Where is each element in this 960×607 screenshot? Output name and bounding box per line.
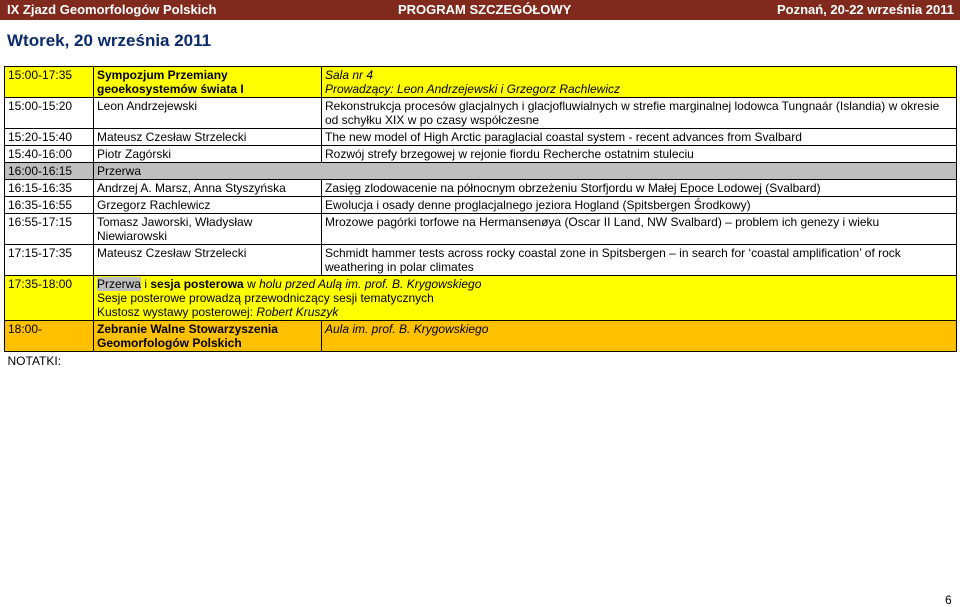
curator-label: Kustosz wystawy posterowej: — [97, 305, 257, 319]
author-cell: Grzegorz Rachlewicz — [94, 197, 322, 214]
schedule-table — [4, 66, 957, 369]
author-cell: Leon Andrzejewski — [94, 98, 322, 129]
title-cell: Schmidt hammer tests across rocky coastal zone in Spitsbergen – in search for ‘coastal amplification’ of rock weathering in polar climates — [322, 245, 957, 276]
poster-session-label: sesja posterowa — [150, 277, 244, 291]
poster-line-2: Sesje posterowe prowadzą przewodniczący sesji tematycznych — [97, 291, 434, 305]
time-cell: 17:15-17:35 — [5, 245, 94, 276]
title-cell: Mrozowe pagórki torfowe na Hermansenøya (Oscar II Land, NW Svalbard) – problem ich genezy i wieku — [322, 214, 957, 245]
session-title: Sympozjum Przemiany geoekosystemów świata I — [94, 67, 322, 98]
time-cell: 15:00-15:20 — [5, 98, 94, 129]
connector-text: i — [141, 277, 151, 291]
table-row — [5, 129, 957, 146]
table-row — [5, 180, 957, 197]
meeting-title: Zebranie Walne Stowarzyszenia Geomorfologów Polskich — [94, 321, 322, 352]
table-row — [5, 146, 957, 163]
notes-label: NOTATKI: — [7, 354, 62, 368]
author-cell: Tomasz Jaworski, Władysław Niewiarowski — [94, 214, 322, 245]
time-cell: 15:00-17:35 — [5, 67, 94, 98]
title-cell: Rozwój strefy brzegowej w rejonie fiordu Recherche ostatnim stuleciu — [322, 146, 957, 163]
time-cell: 16:00-16:15 — [5, 163, 94, 180]
poster-line-1 — [97, 277, 953, 291]
day-title: Wtorek, 20 września 2011 — [7, 31, 212, 50]
title-cell: The new model of High Arctic paraglacial coastal system - recent advances from Svalbard — [322, 129, 957, 146]
table-row — [5, 214, 957, 245]
meeting-row — [5, 321, 957, 352]
time-cell: 16:55-17:15 — [5, 214, 94, 245]
program-title: PROGRAM SZCZEGÓŁOWY — [398, 2, 572, 17]
header-bar — [0, 0, 960, 20]
author-cell: Andrzej A. Marsz, Anna Styszyńska — [94, 180, 322, 197]
curator-name: Robert Kruszyk — [256, 305, 339, 319]
place-date: Poznań, 20-22 września 2011 — [776, 2, 954, 17]
break-label: Przerwa — [97, 277, 142, 291]
break-row — [5, 163, 957, 180]
title-cell: Rekonstrukcja procesów glacjalnych i glacjofluwialnych w strefie marginalnej lodowca Tungnaár (Islandia) w okresie od schyłku XIX w po czasy współczesne — [322, 98, 957, 129]
session-chair: Prowadzący: Leon Andrzejewski i Grzegorz Rachlewicz — [325, 82, 621, 96]
notes-row — [5, 352, 957, 370]
page-number: 6 — [945, 593, 952, 607]
break-label: Przerwa — [94, 163, 957, 180]
time-cell: 15:20-15:40 — [5, 129, 94, 146]
poster-location: holu przed Aulą im. prof. B. Krygowskiego — [259, 277, 482, 291]
table-row — [5, 98, 957, 129]
title-cell: Zasięg zlodowacenie na północnym obrzeżeniu Storfjordu w Małej Epoce Lodowej (Svalbard) — [322, 180, 957, 197]
poster-session-cell — [94, 276, 957, 321]
session-room-chair — [322, 67, 957, 98]
author-cell: Mateusz Czesław Strzelecki — [94, 245, 322, 276]
time-cell: 17:35-18:00 — [5, 276, 94, 321]
time-cell: 16:35-16:55 — [5, 197, 94, 214]
time-cell: 16:15-16:35 — [5, 180, 94, 197]
table-row — [5, 197, 957, 214]
title-cell: Ewolucja i osady denne proglacjalnego jeziora Hogland (Spitsbergen Środkowy) — [322, 197, 957, 214]
author-cell: Mateusz Czesław Strzelecki — [94, 129, 322, 146]
poster-session-row — [5, 276, 957, 321]
time-cell: 18:00- — [5, 321, 94, 352]
connector-text: w — [243, 277, 260, 291]
meeting-room: Aula im. prof. B. Krygowskiego — [322, 321, 957, 352]
author-cell: Piotr Zagórski — [94, 146, 322, 163]
session-room: Sala nr 4 — [325, 68, 374, 82]
table-row — [5, 245, 957, 276]
conference-title: IX Zjazd Geomorfologów Polskich — [7, 2, 217, 17]
time-cell: 15:40-16:00 — [5, 146, 94, 163]
session-header-row — [5, 67, 957, 98]
poster-line-3 — [97, 305, 953, 319]
